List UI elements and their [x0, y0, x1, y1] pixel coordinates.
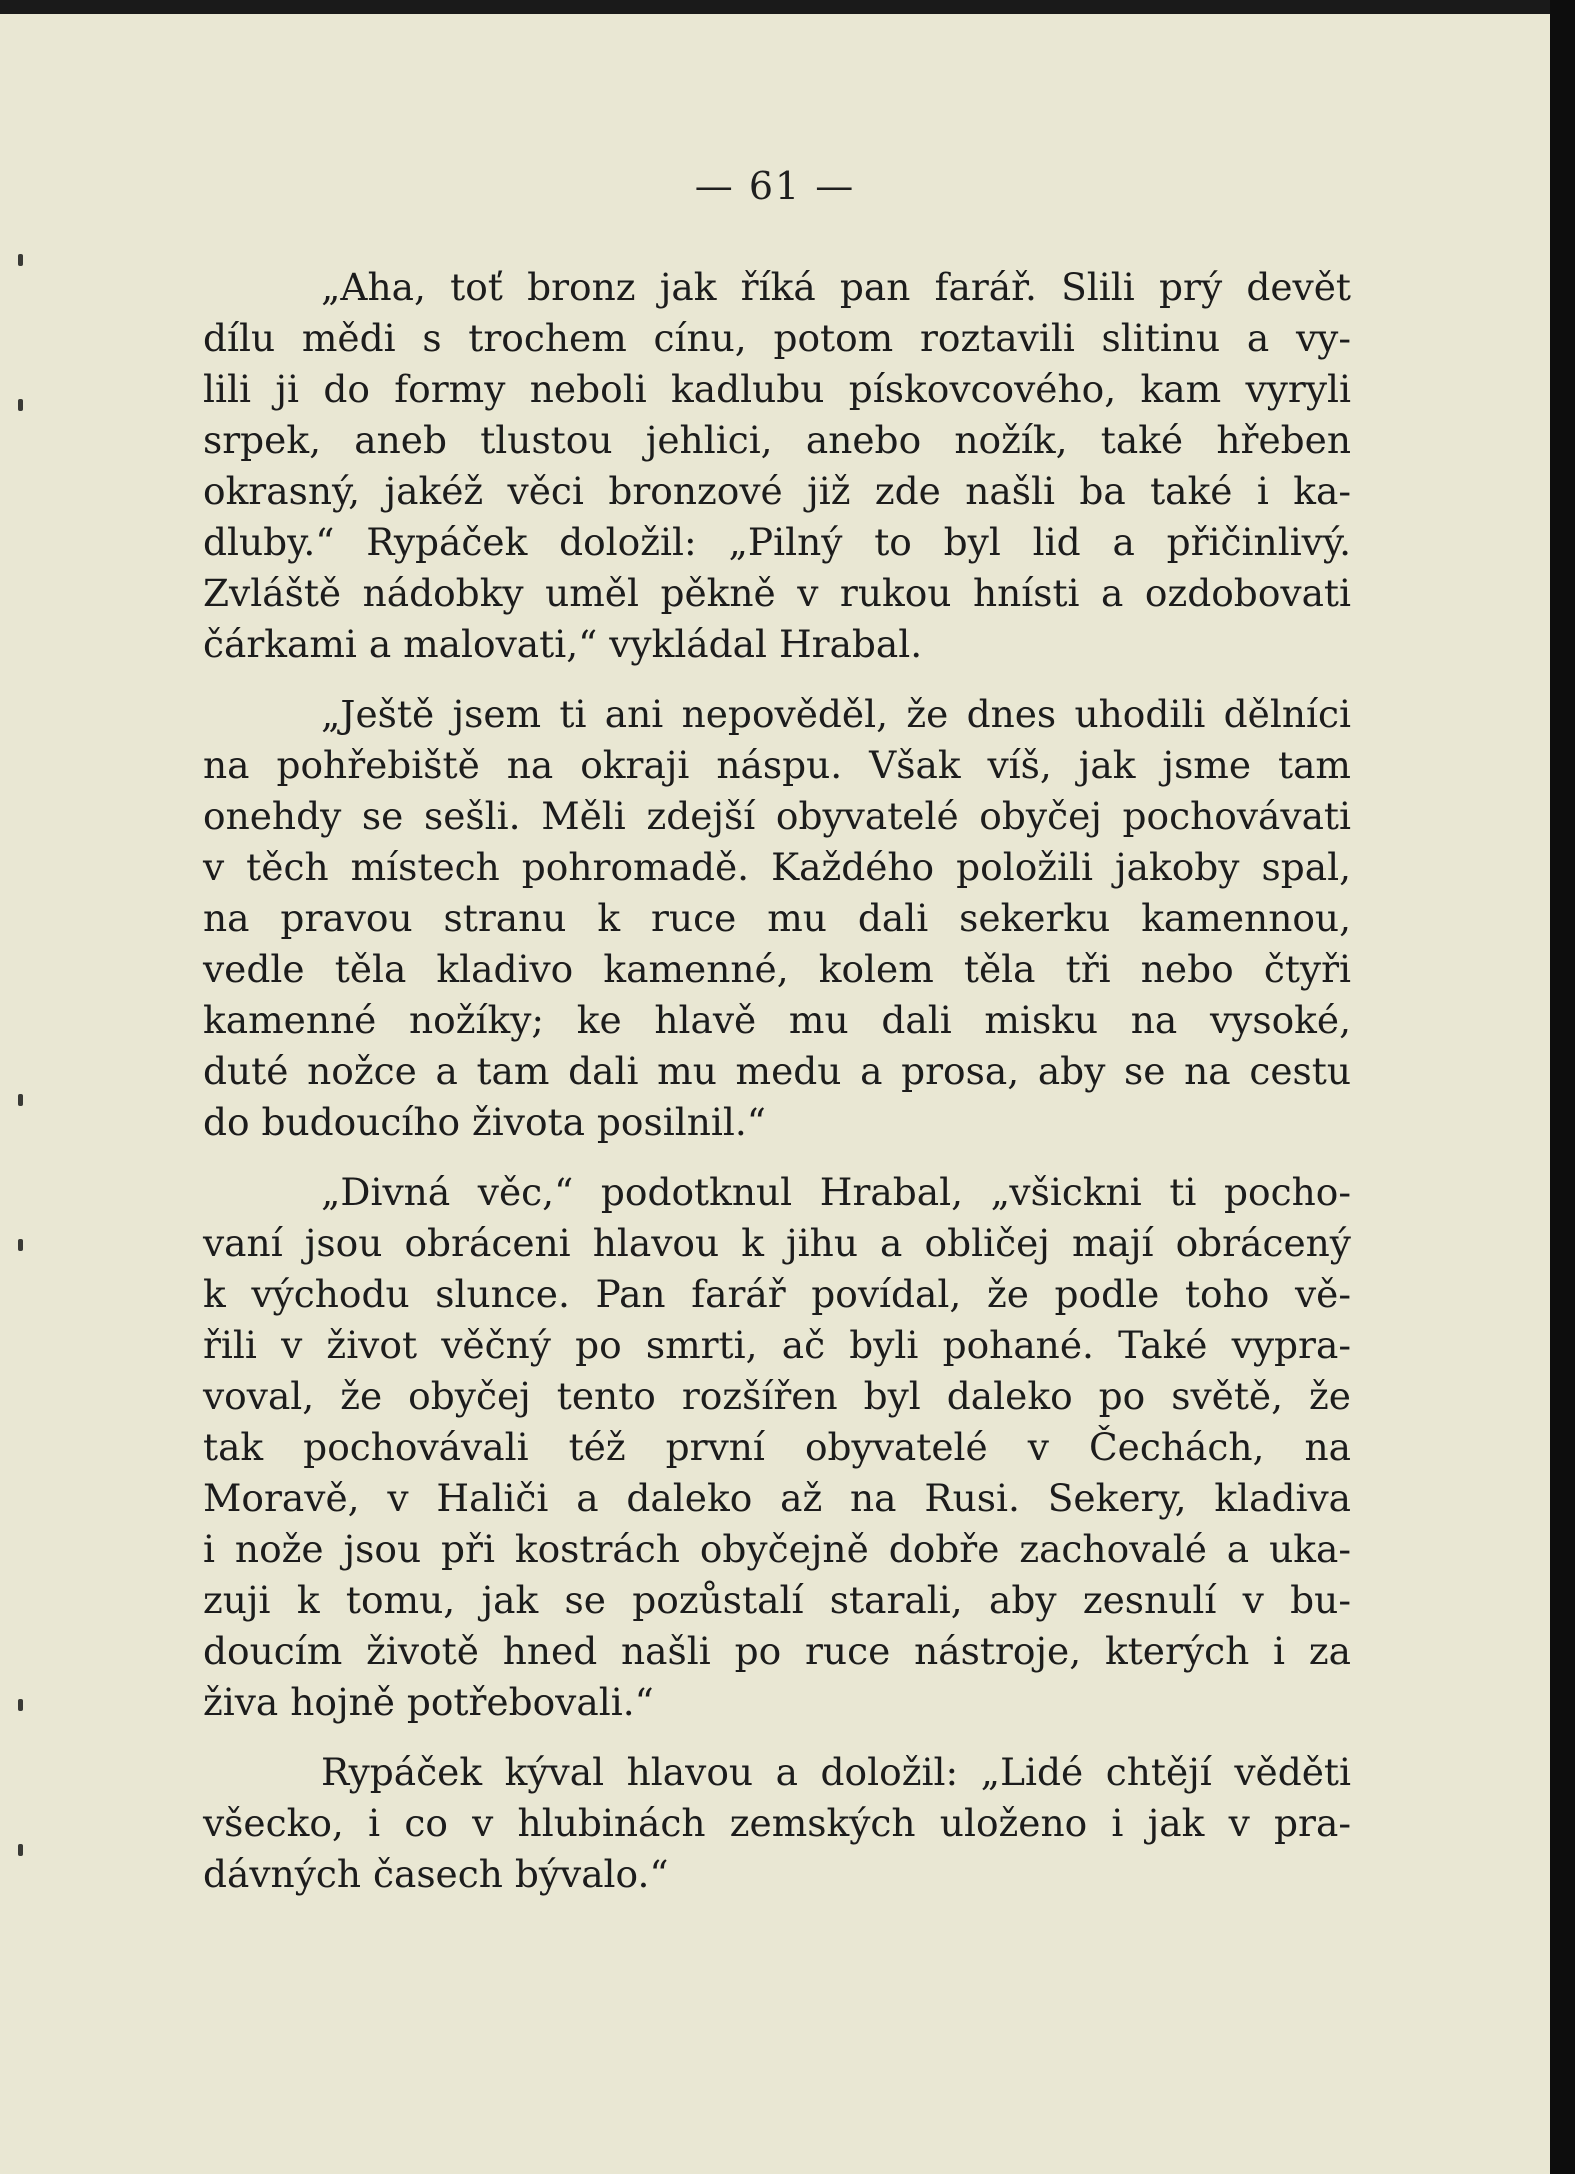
text-line: dílu mědi s trochem cínu, potom roztavili slitinu a vy- — [203, 316, 1351, 360]
margin-mark — [18, 1844, 23, 1856]
margin-mark — [18, 254, 23, 266]
book-page — [0, 14, 1550, 2174]
scan-right-edge — [1550, 0, 1575, 2174]
paragraph-1 — [203, 262, 1351, 670]
text-line: okrasný, jakéž věci bronzové již zde našli ba také i ka- — [203, 469, 1351, 513]
text-line: onehdy se sešli. Měli zdejší obyvatelé obyčej pochovávati — [203, 794, 1351, 838]
text-line: tak pochovávali též první obyvatelé v Čechách, na — [203, 1425, 1351, 1469]
text-line: Moravě, v Haliči a daleko až na Rusi. Sekery, kladiva — [203, 1476, 1351, 1520]
text-line: řili v život věčný po smrti, ač byli pohané. Také vypra- — [203, 1323, 1351, 1367]
margin-mark — [18, 399, 23, 411]
body-text — [203, 262, 1351, 1919]
paragraph-2 — [203, 689, 1351, 1148]
paragraph-3 — [203, 1167, 1351, 1728]
text-line: voval, že obyčej tento rozšířen byl daleko po světě, že — [203, 1374, 1351, 1418]
text-line: dávných časech bývalo.“ — [203, 1852, 669, 1896]
text-line: „Divná věc,“ podotknul Hrabal, „všickni ti pocho- — [321, 1170, 1351, 1214]
paragraph-4 — [203, 1747, 1351, 1900]
text-line: vaní jsou obráceni hlavou k jihu a obličej mají obrácený — [203, 1221, 1351, 1265]
text-line: kamenné nožíky; ke hlavě mu dali misku na vysoké, — [203, 998, 1351, 1042]
text-line: lili ji do formy neboli kadlubu pískovcového, kam vyryli — [203, 367, 1351, 411]
text-line: zuji k tomu, jak se pozůstalí starali, aby zesnulí v bu- — [203, 1578, 1351, 1622]
text-line: srpek, aneb tlustou jehlici, anebo nožík, také hřeben — [203, 418, 1351, 462]
text-line: živa hojně potřebovali.“ — [203, 1680, 654, 1724]
scan-top-edge — [0, 0, 1575, 14]
text-line: na pohřebiště na okraji náspu. Však víš, jak jsme tam — [203, 743, 1351, 787]
text-line: Rypáček kýval hlavou a doložil: „Lidé chtějí věděti — [321, 1750, 1351, 1794]
text-line: čárkami a malovati,“ vykládal Hrabal. — [203, 622, 923, 666]
margin-mark — [18, 1094, 23, 1106]
text-line: Zvláště nádobky uměl pěkně v rukou hnísti a ozdobovati — [203, 571, 1351, 615]
text-line: všecko, i co v hlubinách zemských uloženo i jak v pra- — [203, 1801, 1351, 1845]
margin-mark — [18, 1239, 23, 1251]
text-line: i nože jsou při kostrách obyčejně dobře zachovalé a uka- — [203, 1527, 1351, 1571]
page-number: — 61 — — [694, 164, 856, 208]
text-line: doucím životě hned našli po ruce nástroje, kterých i za — [203, 1629, 1351, 1673]
text-line: „Aha, toť bronz jak říká pan farář. Slili prý devět — [321, 265, 1351, 309]
text-line: duté nožce a tam dali mu medu a prosa, aby se na cestu — [203, 1049, 1351, 1093]
text-line: na pravou stranu k ruce mu dali sekerku kamennou, — [203, 896, 1351, 940]
text-line: dluby.“ Rypáček doložil: „Pilný to byl lid a přičinlivý. — [203, 520, 1351, 564]
text-line: v těch místech pohromadě. Každého položili jakoby spal, — [203, 845, 1351, 889]
text-line: do budoucího života posilnil.“ — [203, 1100, 766, 1144]
text-line: k východu slunce. Pan farář povídal, že podle toho vě- — [203, 1272, 1351, 1316]
text-line: „Ještě jsem ti ani nepověděl, že dnes uhodili dělníci — [321, 692, 1351, 736]
text-line: vedle těla kladivo kamenné, kolem těla tři nebo čtyři — [203, 947, 1351, 991]
margin-mark — [18, 1699, 23, 1711]
